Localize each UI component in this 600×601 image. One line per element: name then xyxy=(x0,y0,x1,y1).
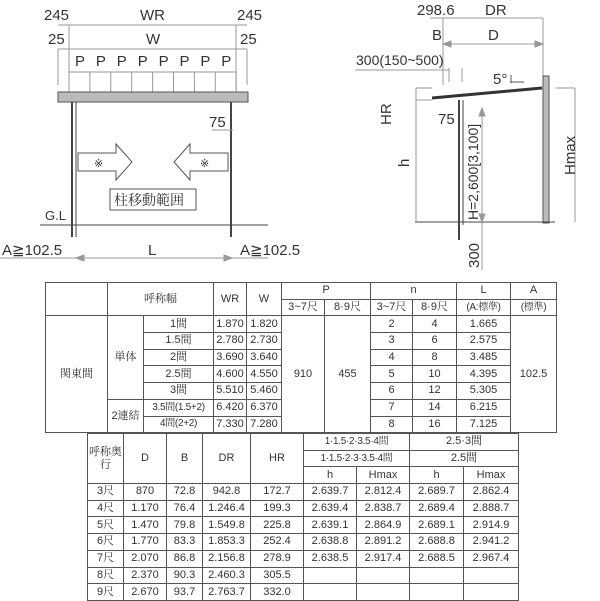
table-cell: 172.7 xyxy=(251,484,304,501)
table-cell: 3間 xyxy=(144,383,214,400)
table-cell: 16 xyxy=(413,416,457,433)
table-cell: 1.5間 xyxy=(144,333,214,350)
elevation-diagrams xyxy=(0,0,600,280)
table-cell: 2 xyxy=(371,316,413,333)
table-cell: 83.3 xyxy=(167,534,203,551)
table-cell: 2.670 xyxy=(124,584,167,601)
table-cell: 12 xyxy=(413,383,457,400)
table-cell xyxy=(464,567,519,584)
table-cell: 3.690 xyxy=(214,349,247,366)
hmax-label: Hmax xyxy=(562,135,579,175)
table-cell: 8尺 xyxy=(88,567,124,584)
table-cell: 2.575 xyxy=(457,333,511,350)
l-label: L xyxy=(148,242,157,259)
table-cell: 2.888.7 xyxy=(464,500,519,517)
table-cell: 2.638.5 xyxy=(304,550,357,567)
table-cell: 2.864.9 xyxy=(357,517,410,534)
dr-label: DR xyxy=(485,2,507,19)
table-cell: 単体 xyxy=(108,316,144,399)
table-cell: 86.8 xyxy=(167,550,203,567)
table-cell: 2.689.1 xyxy=(410,517,464,534)
table-row xyxy=(88,534,519,551)
table-row xyxy=(46,316,557,333)
table-cell: 7 xyxy=(371,399,413,416)
table-row xyxy=(88,500,519,517)
table-cell: 2.070 xyxy=(124,550,167,567)
header-p: P xyxy=(282,283,371,300)
table-cell: 2.862.4 xyxy=(464,484,519,501)
table-cell: 2連結 xyxy=(108,399,144,432)
table-cell: 4.395 xyxy=(457,366,511,383)
table-cell: 4 xyxy=(413,316,457,333)
table-cell: 199.3 xyxy=(251,500,304,517)
width-spec-table xyxy=(45,282,557,433)
pitch-label: P xyxy=(158,53,169,70)
table-cell: 2.689.7 xyxy=(410,484,464,501)
table-cell: 5 xyxy=(371,366,413,383)
pitch-label: P xyxy=(137,53,148,70)
header-dr: DR xyxy=(203,434,251,484)
angle-label: 5° xyxy=(493,71,508,88)
table-row xyxy=(88,584,519,601)
arrow-mark-right: ※ xyxy=(200,158,210,170)
table-cell: 2.780 xyxy=(214,333,247,350)
a-right-label: A≧102.5 xyxy=(240,242,301,259)
table-cell: 2.156.8 xyxy=(203,550,251,567)
table-cell: 8 xyxy=(413,349,457,366)
pitch-label: P xyxy=(95,53,106,70)
table-cell: 6.370 xyxy=(247,399,282,416)
table-cell: 2.688.8 xyxy=(410,534,464,551)
table-cell: 10 xyxy=(413,366,457,383)
table-cell: 72.8 xyxy=(167,484,203,501)
table-row xyxy=(88,567,519,584)
table-cell: 4尺 xyxy=(88,500,124,517)
table-cell: 2.689.4 xyxy=(410,500,464,517)
table-cell xyxy=(410,584,464,601)
table-cell: 1.853.3 xyxy=(203,534,251,551)
depth-spec-table xyxy=(87,433,519,601)
table-cell: 1.170 xyxy=(124,500,167,517)
hr-label: HR xyxy=(378,103,395,125)
pitch-label: P xyxy=(221,53,232,70)
table-cell: 1間 xyxy=(144,316,214,333)
header-hmax2: Hmax xyxy=(464,467,519,484)
side-post-offset-label: 75 xyxy=(438,111,455,128)
table-cell: 2.639.1 xyxy=(304,517,357,534)
header-h2: h xyxy=(410,467,464,484)
table-cell: 305.5 xyxy=(251,567,304,584)
post-range-label: 柱移動範囲 xyxy=(114,192,184,208)
header-p-sub: 3~7尺 xyxy=(282,299,325,316)
table-cell: 3.640 xyxy=(247,349,282,366)
embed-depth-label: 300 xyxy=(466,242,483,268)
table-row xyxy=(88,484,519,501)
a-left-label: A≧102.5 xyxy=(2,242,63,259)
table-cell: 102.5 xyxy=(511,316,557,433)
header-l-sub: (A:標準) xyxy=(457,299,511,316)
table-cell: 7.125 xyxy=(457,416,511,433)
header-wr: WR xyxy=(214,283,247,316)
table-cell: 252.4 xyxy=(251,534,304,551)
table-cell: 1.770 xyxy=(124,534,167,551)
table-cell: 1.549.8 xyxy=(203,517,251,534)
post-height-label: H=2,600[3,100] xyxy=(465,123,481,220)
table-cell: 2.891.2 xyxy=(357,534,410,551)
table-cell: 3.5間(1.5+2) xyxy=(144,399,214,416)
header-name: 呼称奥行 xyxy=(88,434,124,484)
table-cell: 455 xyxy=(325,316,371,433)
table-cell: 225.8 xyxy=(251,517,304,534)
w-label: W xyxy=(146,31,161,48)
header-hmax1: Hmax xyxy=(357,467,410,484)
table-cell: 2.688.5 xyxy=(410,550,464,567)
table-cell: 2.941.2 xyxy=(464,534,519,551)
wr-side-right-label: 245 xyxy=(237,7,263,24)
header-d: D xyxy=(124,434,167,484)
table-cell: 2.639.7 xyxy=(304,484,357,501)
table-cell xyxy=(410,567,464,584)
table-cell: 14 xyxy=(413,399,457,416)
pitch-label: P xyxy=(75,53,86,70)
table-cell: 870 xyxy=(124,484,167,501)
corner-cell xyxy=(46,283,108,316)
arrow-mark-left: ※ xyxy=(94,158,104,170)
table-cell: 7.330 xyxy=(214,416,247,433)
table-cell: 332.0 xyxy=(251,584,304,601)
table-cell: 3 xyxy=(371,333,413,350)
table-cell: 5尺 xyxy=(88,517,124,534)
table-cell: 4 xyxy=(371,349,413,366)
table-cell: 93.7 xyxy=(167,584,203,601)
header-p-sub: 8·9尺 xyxy=(325,299,371,316)
w-side-label: 25 xyxy=(48,31,65,48)
table-cell: 2.812.4 xyxy=(357,484,410,501)
table-cell: 2間 xyxy=(144,349,214,366)
table-cell: 2.370 xyxy=(124,567,167,584)
b-label: B xyxy=(432,27,443,44)
header-group2-a: 2.5·3間 xyxy=(410,434,519,451)
table-cell: 2.967.4 xyxy=(464,550,519,567)
table-cell xyxy=(357,584,410,601)
header-group1-b: 1·1.5·2·3·3.5·4間 xyxy=(304,450,410,467)
table-cell: 関東間 xyxy=(46,316,108,433)
table-cell: 6 xyxy=(371,383,413,400)
table-cell: 278.9 xyxy=(251,550,304,567)
table-cell: 76.4 xyxy=(167,500,203,517)
header-n: n xyxy=(371,283,457,300)
table-cell: 910 xyxy=(282,316,325,433)
table-cell: 2.914.9 xyxy=(464,517,519,534)
header-a: A xyxy=(511,283,557,300)
header-hr: HR xyxy=(251,434,304,484)
table-cell: 2.460.3 xyxy=(203,567,251,584)
table-cell: 4間(2+2) xyxy=(144,416,214,433)
table-cell xyxy=(357,567,410,584)
pitch-label: P xyxy=(179,53,190,70)
header-n-sub: 8·9尺 xyxy=(413,299,457,316)
table-cell: 6.215 xyxy=(457,399,511,416)
table-cell: 2.730 xyxy=(247,333,282,350)
header-group1-a: 1·1.5·2·3.5·4間 xyxy=(304,434,410,451)
header-a-sub: (標準) xyxy=(511,299,557,316)
b-value-label: 298.6 xyxy=(417,2,455,19)
table-cell: 3.485 xyxy=(457,349,511,366)
table-cell xyxy=(304,584,357,601)
w-side-right-label: 25 xyxy=(240,31,257,48)
wr-label: WR xyxy=(140,7,165,24)
table-cell: 7.280 xyxy=(247,416,282,433)
header-b: B xyxy=(167,434,203,484)
ground-label: G.L xyxy=(45,208,66,223)
table-cell: 1.665 xyxy=(457,316,511,333)
header-n-sub: 3~7尺 xyxy=(371,299,413,316)
table-cell xyxy=(464,584,519,601)
d-label: D xyxy=(488,27,499,44)
table-cell: 6 xyxy=(413,333,457,350)
table-cell: 5.510 xyxy=(214,383,247,400)
table-cell: 6尺 xyxy=(88,534,124,551)
table-cell: 2.838.7 xyxy=(357,500,410,517)
table-cell: 2.639.4 xyxy=(304,500,357,517)
table-cell: 1.246.4 xyxy=(203,500,251,517)
table-cell: 4.550 xyxy=(247,366,282,383)
table-cell: 6.420 xyxy=(214,399,247,416)
table-cell: 1.820 xyxy=(247,316,282,333)
h-label: h xyxy=(396,158,413,167)
header-group2-b: 2.5間 xyxy=(410,450,519,467)
table-cell: 2.917.4 xyxy=(357,550,410,567)
table-cell: 8 xyxy=(371,416,413,433)
overhang-label: 300(150~500) xyxy=(356,52,444,68)
table-cell: 9尺 xyxy=(88,584,124,601)
table-cell: 90.3 xyxy=(167,567,203,584)
header-h1: h xyxy=(304,467,357,484)
table-cell: 5.460 xyxy=(247,383,282,400)
table-cell: 7尺 xyxy=(88,550,124,567)
table-cell: 1.870 xyxy=(214,316,247,333)
table-cell: 3尺 xyxy=(88,484,124,501)
pitch-label: P xyxy=(200,53,211,70)
header-name: 呼称幅 xyxy=(108,283,214,316)
table-cell: 4.600 xyxy=(214,366,247,383)
table-cell: 2.638.8 xyxy=(304,534,357,551)
table-cell: 2.5間 xyxy=(144,366,214,383)
wr-side-label: 245 xyxy=(44,7,70,24)
table-cell: 942.8 xyxy=(203,484,251,501)
header-w: W xyxy=(247,283,282,316)
table-cell: 79.8 xyxy=(167,517,203,534)
pitch-label: P xyxy=(116,53,127,70)
table-cell: 1.470 xyxy=(124,517,167,534)
post-offset-label: 75 xyxy=(209,114,226,131)
table-cell: 2.763.7 xyxy=(203,584,251,601)
header-l: L xyxy=(457,283,511,300)
table-cell xyxy=(304,567,357,584)
table-cell: 5.305 xyxy=(457,383,511,400)
table-row xyxy=(88,550,519,567)
table-row xyxy=(88,517,519,534)
